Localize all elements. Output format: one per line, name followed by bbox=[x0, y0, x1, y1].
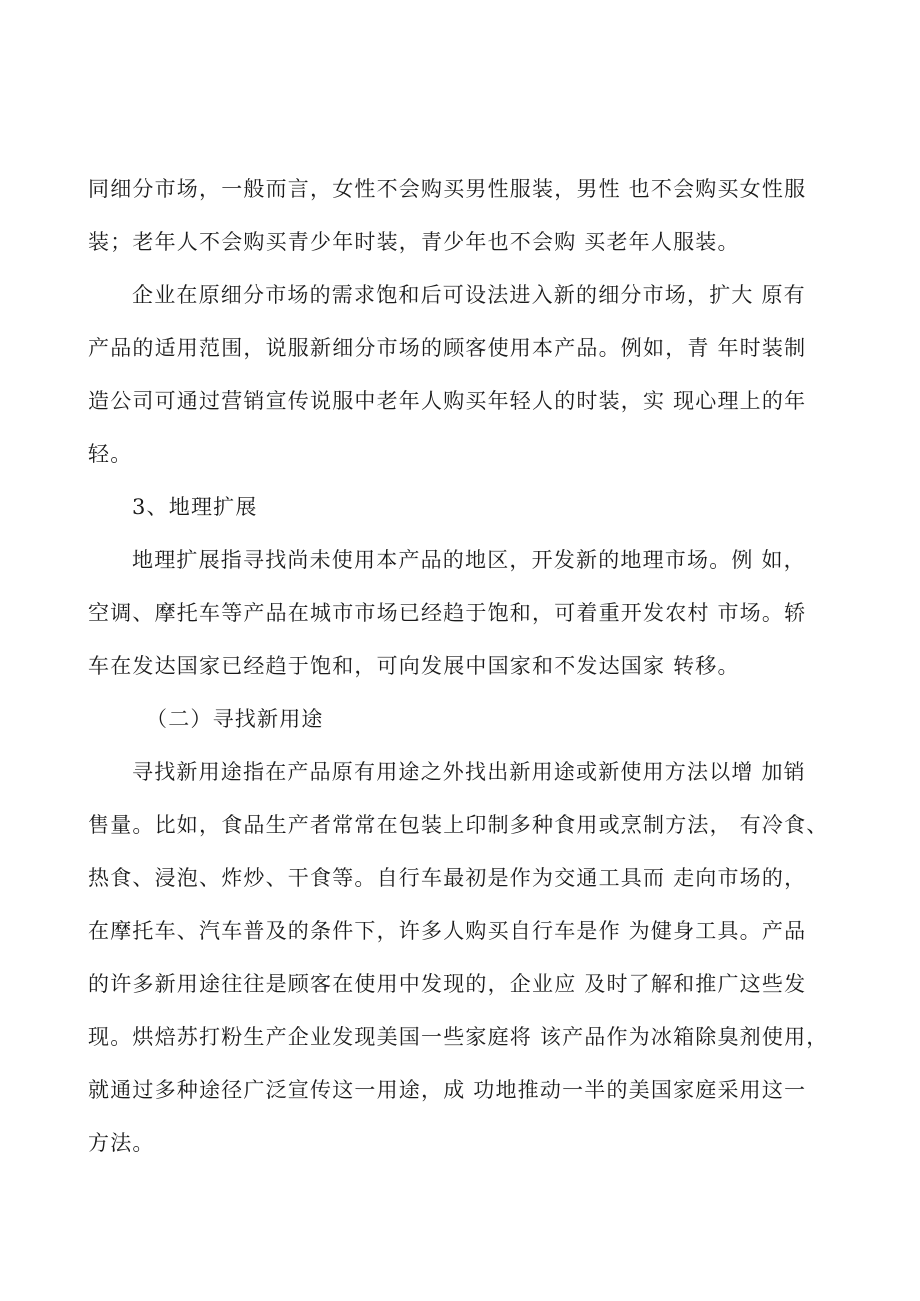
text-line: 产品的适用范围，说服新细分市场的顾客使用本产品。例如，青 年时装制 bbox=[88, 336, 807, 360]
text-line: 在摩托车、汽车普及的条件下，许多人购买自行车是作 为健身工具。产品 bbox=[88, 919, 807, 943]
text-line: 热食、浸泡、炸炒、干食等。自行车最初是作为交通工具而 走向市场的， bbox=[88, 866, 807, 890]
text-line: 现。烘焙苏打粉生产企业发现美国一些家庭将 该产品作为冰箱除臭剂使用， bbox=[88, 1025, 829, 1049]
text-line: 车在发达国家已经趋于饱和，可向发展中国家和不发达国家 转移。 bbox=[88, 654, 740, 678]
paragraph-first-line: 地理扩展指寻找尚未使用本产品的地区，开发新的地理市场。例 如， bbox=[132, 548, 806, 572]
text-line: 售量。比如，食品生产者常常在包装上印制多种食用或烹制方法， 有冷食、 bbox=[88, 813, 829, 837]
section-heading: 3、地理扩展 bbox=[132, 495, 258, 519]
text-line: 装；老年人不会购买青少年时装，青少年也不会购 买老年人服装。 bbox=[88, 230, 740, 254]
text-line: 造公司可通过营销宣传说服中老年人购买年轻人的时装，实 现心理上的年 bbox=[88, 389, 807, 413]
text-line: 方法。 bbox=[88, 1131, 155, 1155]
text-line: 轻。 bbox=[88, 442, 133, 466]
section-heading: （二）寻找新用途 bbox=[146, 707, 324, 731]
text-line: 就通过多种途径广泛宣传这一用途，成 功地推动一半的美国家庭采用这一 bbox=[88, 1078, 807, 1102]
text-line: 同细分市场，一般而言，女性不会购买男性服装，男性 也不会购买女性服 bbox=[88, 177, 807, 201]
text-line: 空调、摩托车等产品在城市市场已经趋于饱和，可着重开发农村 市场。轿 bbox=[88, 601, 807, 625]
paragraph-first-line: 寻找新用途指在产品原有用途之外找出新用途或新使用方法以增 加销 bbox=[132, 760, 806, 784]
text-line: 的许多新用途往往是顾客在使用中发现的，企业应 及时了解和推广这些发 bbox=[88, 972, 807, 996]
paragraph-first-line: 企业在原细分市场的需求饱和后可设法进入新的细分市场，扩大 原有 bbox=[132, 283, 806, 307]
